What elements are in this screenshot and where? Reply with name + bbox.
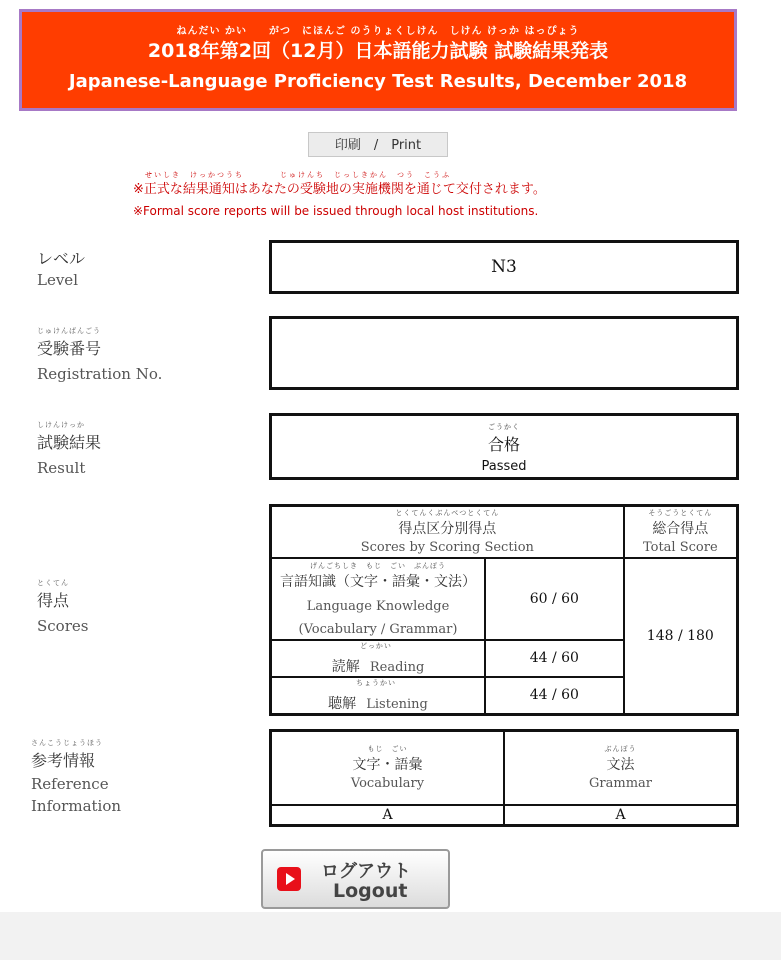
reference-grammar-value (504, 805, 738, 826)
score-reading (485, 640, 624, 677)
registration-value-box (269, 316, 739, 390)
header-title-jp: 2018年第2回（12月）日本語能力試験 試験結果発表 (147, 40, 609, 62)
results-header-banner (19, 9, 737, 111)
reference-col-jp: 文法 (606, 757, 635, 774)
total-header-jp: 総合得点 (652, 521, 709, 538)
logout-label-en: Logout (333, 880, 408, 902)
result-label (37, 420, 101, 477)
level-value-box (269, 240, 739, 294)
section-ruby: げんごちしき もじ ごい ぶんぽう (310, 561, 446, 570)
section-en: Reading (369, 659, 425, 675)
section-jp: 読解 (331, 658, 360, 675)
section-header-jp: 得点区分別得点 (398, 521, 497, 538)
score-value: 60 / 60 (529, 590, 579, 607)
section-header-ruby: とくてんくぶんべつとくてん (395, 509, 500, 518)
score-language-knowledge (485, 558, 624, 640)
section-ruby: どっかい (360, 641, 392, 650)
result-value-jp: 合格 (487, 435, 520, 454)
logout-button[interactable] (261, 849, 450, 909)
registration-ruby: じゅけんばんごう (37, 327, 101, 335)
reference-grammar-header (504, 731, 738, 805)
scores-label-en: Scores (37, 617, 89, 635)
section-listening (271, 677, 486, 715)
result-value-box (269, 413, 739, 480)
reference-label (31, 738, 121, 815)
score-value: 44 / 60 (529, 687, 579, 703)
reference-label-en2: Information (31, 797, 122, 815)
result-ruby: しけんけっか (37, 421, 85, 429)
level-value: N3 (491, 257, 517, 277)
reference-table (269, 729, 739, 827)
scores-section-header (271, 506, 624, 558)
print-button[interactable]: 印刷 / Print (308, 132, 448, 157)
section-jp: 言語知識（文字・語彙・文法） (280, 573, 476, 590)
section-jp: 聴解 (328, 695, 357, 712)
logout-label-jp: ログアウト (321, 861, 411, 882)
result-value-en: Passed (481, 459, 527, 474)
scores-label-jp: 得点 (37, 591, 70, 610)
reference-value: A (382, 806, 393, 823)
result-value-ruby: ごうかく (488, 423, 520, 431)
section-en2: (Vocabulary / Grammar) (298, 621, 458, 637)
registration-label (37, 326, 162, 383)
score-value: 44 / 60 (529, 650, 579, 666)
reference-value: A (615, 806, 626, 823)
reference-vocabulary-header (271, 731, 505, 805)
notice-ruby: せいしき けっかつうち じゅけんち じっしきかん つう こうふ (145, 171, 451, 179)
section-en: Listening (366, 696, 428, 712)
result-label-en: Result (37, 459, 86, 477)
score-listening (485, 677, 624, 715)
section-ruby: ちょうかい (356, 678, 396, 687)
notice-jp: ※正式な結果通知はあなたの受験地の実施機関を通じて交付されます。 (133, 182, 546, 197)
header-ruby: ねんだい かい がつ にほんご のうりょくしけん しけん けっか はっぴょう (176, 26, 580, 37)
section-en: Language Knowledge (306, 598, 450, 614)
scores-label (37, 578, 88, 635)
logout-arrow-icon (277, 867, 301, 891)
result-label-jp: 試験結果 (37, 433, 102, 452)
reference-vocabulary-value (271, 805, 505, 826)
level-label-en: Level (37, 271, 78, 289)
notice-en: ※Formal score reports will be issued through local host institutions. (133, 204, 539, 218)
reference-col-ruby: もじ ごい (367, 745, 408, 754)
total-score-header (624, 506, 738, 558)
reference-col-jp: 文字・語彙 (352, 757, 423, 774)
reference-ruby: さんこうじょうほう (31, 739, 103, 747)
scores-ruby: とくてん (37, 579, 69, 587)
registration-label-jp: 受験番号 (37, 339, 102, 358)
section-header-en: Scores by Scoring Section (360, 540, 534, 556)
reference-col-ruby: ぶんぽう (604, 745, 637, 754)
registration-label-en: Registration No. (37, 365, 163, 383)
reference-label-en: Reference (31, 775, 109, 793)
total-score-cell (624, 558, 738, 715)
level-label (37, 246, 85, 289)
section-language-knowledge (271, 558, 486, 640)
header-title-en: Japanese-Language Proficiency Test Results, December 2018 (68, 71, 688, 92)
total-header-ruby: そうごうとくてん (648, 509, 713, 518)
total-header-en: Total Score (642, 540, 718, 556)
level-label-jp: レベル (37, 249, 86, 268)
reference-col-en: Vocabulary (350, 776, 425, 792)
reference-label-jp: 参考情報 (31, 751, 96, 770)
total-score-value: 148 / 180 (646, 627, 714, 644)
scores-table (269, 504, 739, 716)
reference-col-en: Grammar (589, 776, 652, 792)
section-reading (271, 640, 486, 677)
